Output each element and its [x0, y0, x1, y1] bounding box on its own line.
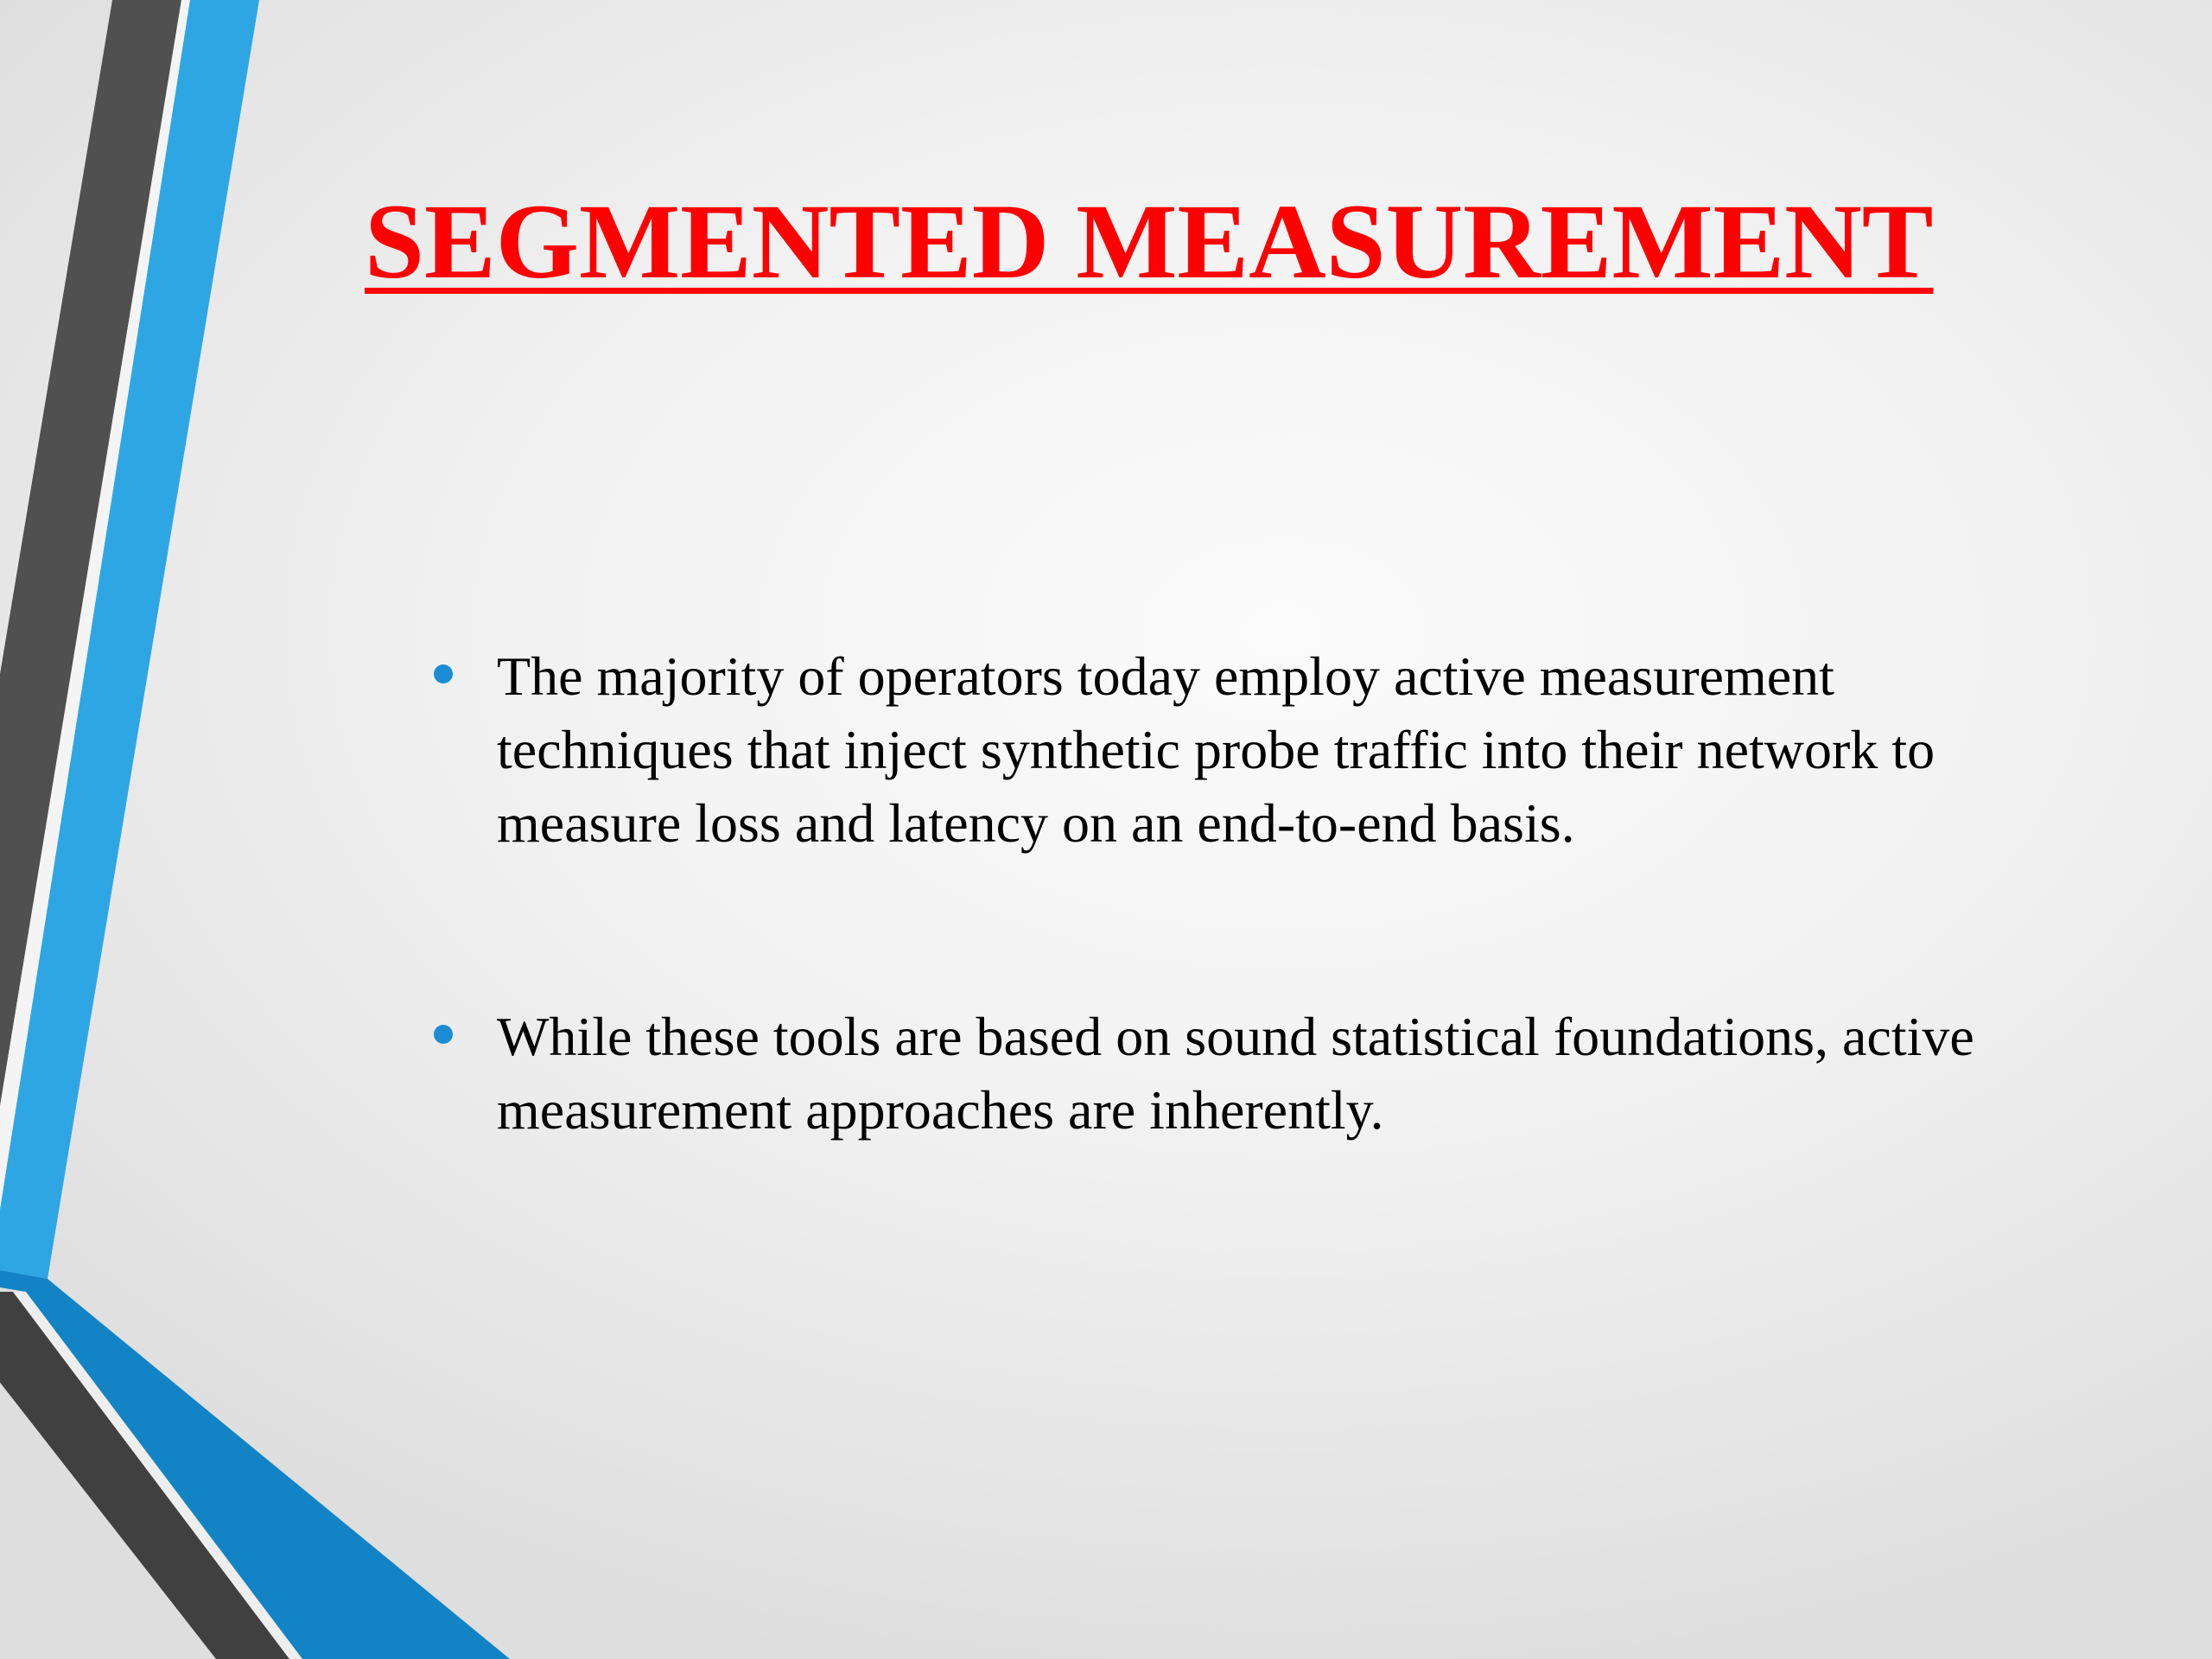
bullet-dot-icon	[434, 664, 453, 683]
bullet-text: While these tools are based on sound statistical foundations, active measurement approaches are inherently.	[497, 1006, 1974, 1141]
bullet-item	[423, 1000, 2065, 1147]
bullet-list	[423, 639, 2065, 1147]
bullet-dot-icon	[434, 1025, 453, 1044]
slide-title: SEGMENTED MEASUREMENT	[365, 182, 1934, 301]
bullet-item	[423, 639, 2065, 860]
bullet-text: The majority of operators today employ active measurement techniques that inject synthetic probe traffic into their network to measure loss and latency on an end-to-end basis.	[497, 645, 1936, 854]
